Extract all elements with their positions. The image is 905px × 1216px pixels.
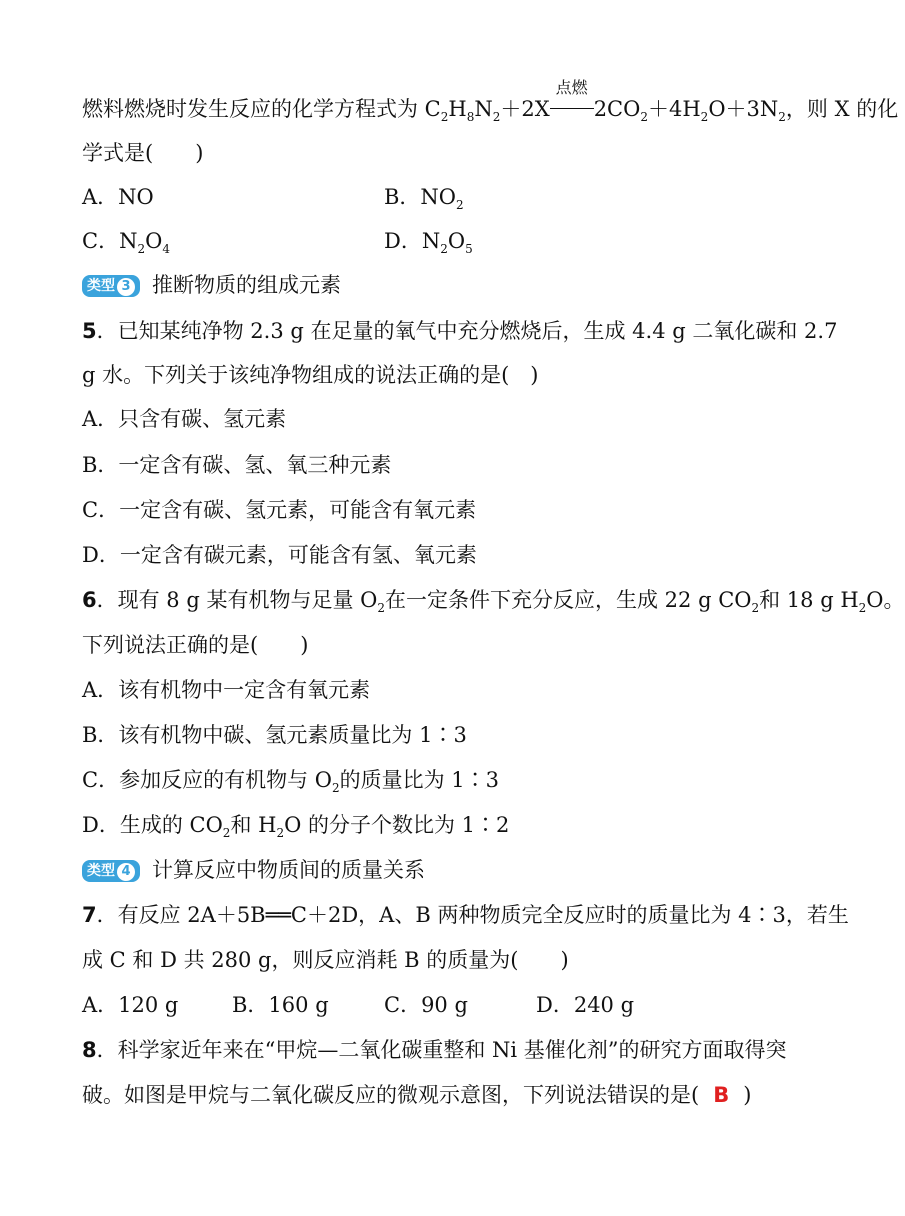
question-number: 6: [82, 588, 97, 612]
type4-section-header: [82, 855, 425, 885]
section-title: 计算反应中物质间的质量关系: [152, 858, 425, 882]
q4-option-a[interactable]: A．NO: [82, 185, 154, 209]
q4-option-c[interactable]: C．$N_2O_4$: [82, 229, 170, 256]
q5-option-d[interactable]: D．一定含有碳元素，可能含有氢、氧元素: [82, 543, 477, 567]
answer-mark: B: [713, 1083, 730, 1107]
q7-option-d[interactable]: D．240 g: [536, 993, 635, 1017]
question-number: 8: [82, 1038, 97, 1062]
q6-option-a[interactable]: A．该有机物中一定含有氧元素: [82, 678, 371, 702]
q7-option-b[interactable]: B．160 g: [232, 993, 329, 1017]
type3-section-header: [82, 270, 341, 300]
q7-stem-line2: 成 C 和 D 共 280 g，则反应消耗 B 的质量为( ): [82, 948, 569, 972]
q8-stem-line1: 8．科学家近年来在“甲烷—二氧化碳重整和 Ni 基催化剂”的研究方面取得突: [82, 1038, 787, 1062]
circled-number-icon: 3: [117, 278, 135, 296]
q4-equation-line: 燃料燃烧时发生反应的化学方程式为 $C_2H_8N_2+2X$ 点燃 $2CO_2+4H_2O+3N_2$，则 X 的化: [82, 78, 899, 124]
q5-stem-line2: g 水。下列关于该纯净物组成的说法正确的是( ): [82, 363, 539, 387]
q5-option-b[interactable]: B．一定含有碳、氢、氧三种元素: [82, 453, 392, 477]
q5-option-c[interactable]: C．一定含有碳、氢元素，可能含有氧元素: [82, 498, 477, 522]
question-number: 7: [82, 903, 97, 927]
q4-stem-line2: 学式是( ): [82, 141, 204, 165]
type-badge: 类型 4: [82, 860, 140, 882]
q7-stem-line1: 7．有反应 2A＋5B══C＋2D，A、B 两种物质完全反应时的质量比为 4∶3，若生: [82, 903, 849, 927]
q5-option-a[interactable]: A．只含有碳、氢元素: [82, 407, 287, 431]
q4-option-b[interactable]: B．$NO_2$: [384, 185, 464, 212]
q4-option-d[interactable]: D．$N_2O_5$: [384, 229, 473, 256]
reaction-condition: 点燃: [550, 94, 594, 124]
q5-stem-line1: 5．已知某纯净物 2.3 g 在足量的氧气中充分燃烧后，生成 4.4 g 二氧化碳和 2.7: [82, 319, 838, 343]
q6-stem-line2: 下列说法正确的是( ): [82, 633, 309, 657]
type-badge: 类型 3: [82, 275, 140, 297]
q6-option-c[interactable]: C．参加反应的有机物与 $O_2$的质量比为 1∶3: [82, 768, 500, 795]
q7-option-a[interactable]: A．120 g: [82, 993, 179, 1017]
question-number: 5: [82, 319, 97, 343]
section-title: 推断物质的组成元素: [152, 273, 341, 297]
circled-number-icon: 4: [117, 863, 135, 881]
q6-option-b[interactable]: B．该有机物中碳、氢元素质量比为 1∶3: [82, 723, 467, 747]
q6-option-d[interactable]: D．生成的 $CO_2$和 $H_2O$ 的分子个数比为 1∶2: [82, 813, 510, 840]
q7-option-c[interactable]: C．90 g: [384, 993, 468, 1017]
q6-stem-line1: 6．现有 8 g 某有机物与足量 $O_2$在一定条件下充分反应，生成 22 g $CO_2$和 18 g $H_2O$。: [82, 588, 905, 615]
q8-stem-line2: 破。如图是甲烷与二氧化碳反应的微观示意图，下列说法错误的是( B ): [82, 1080, 751, 1110]
